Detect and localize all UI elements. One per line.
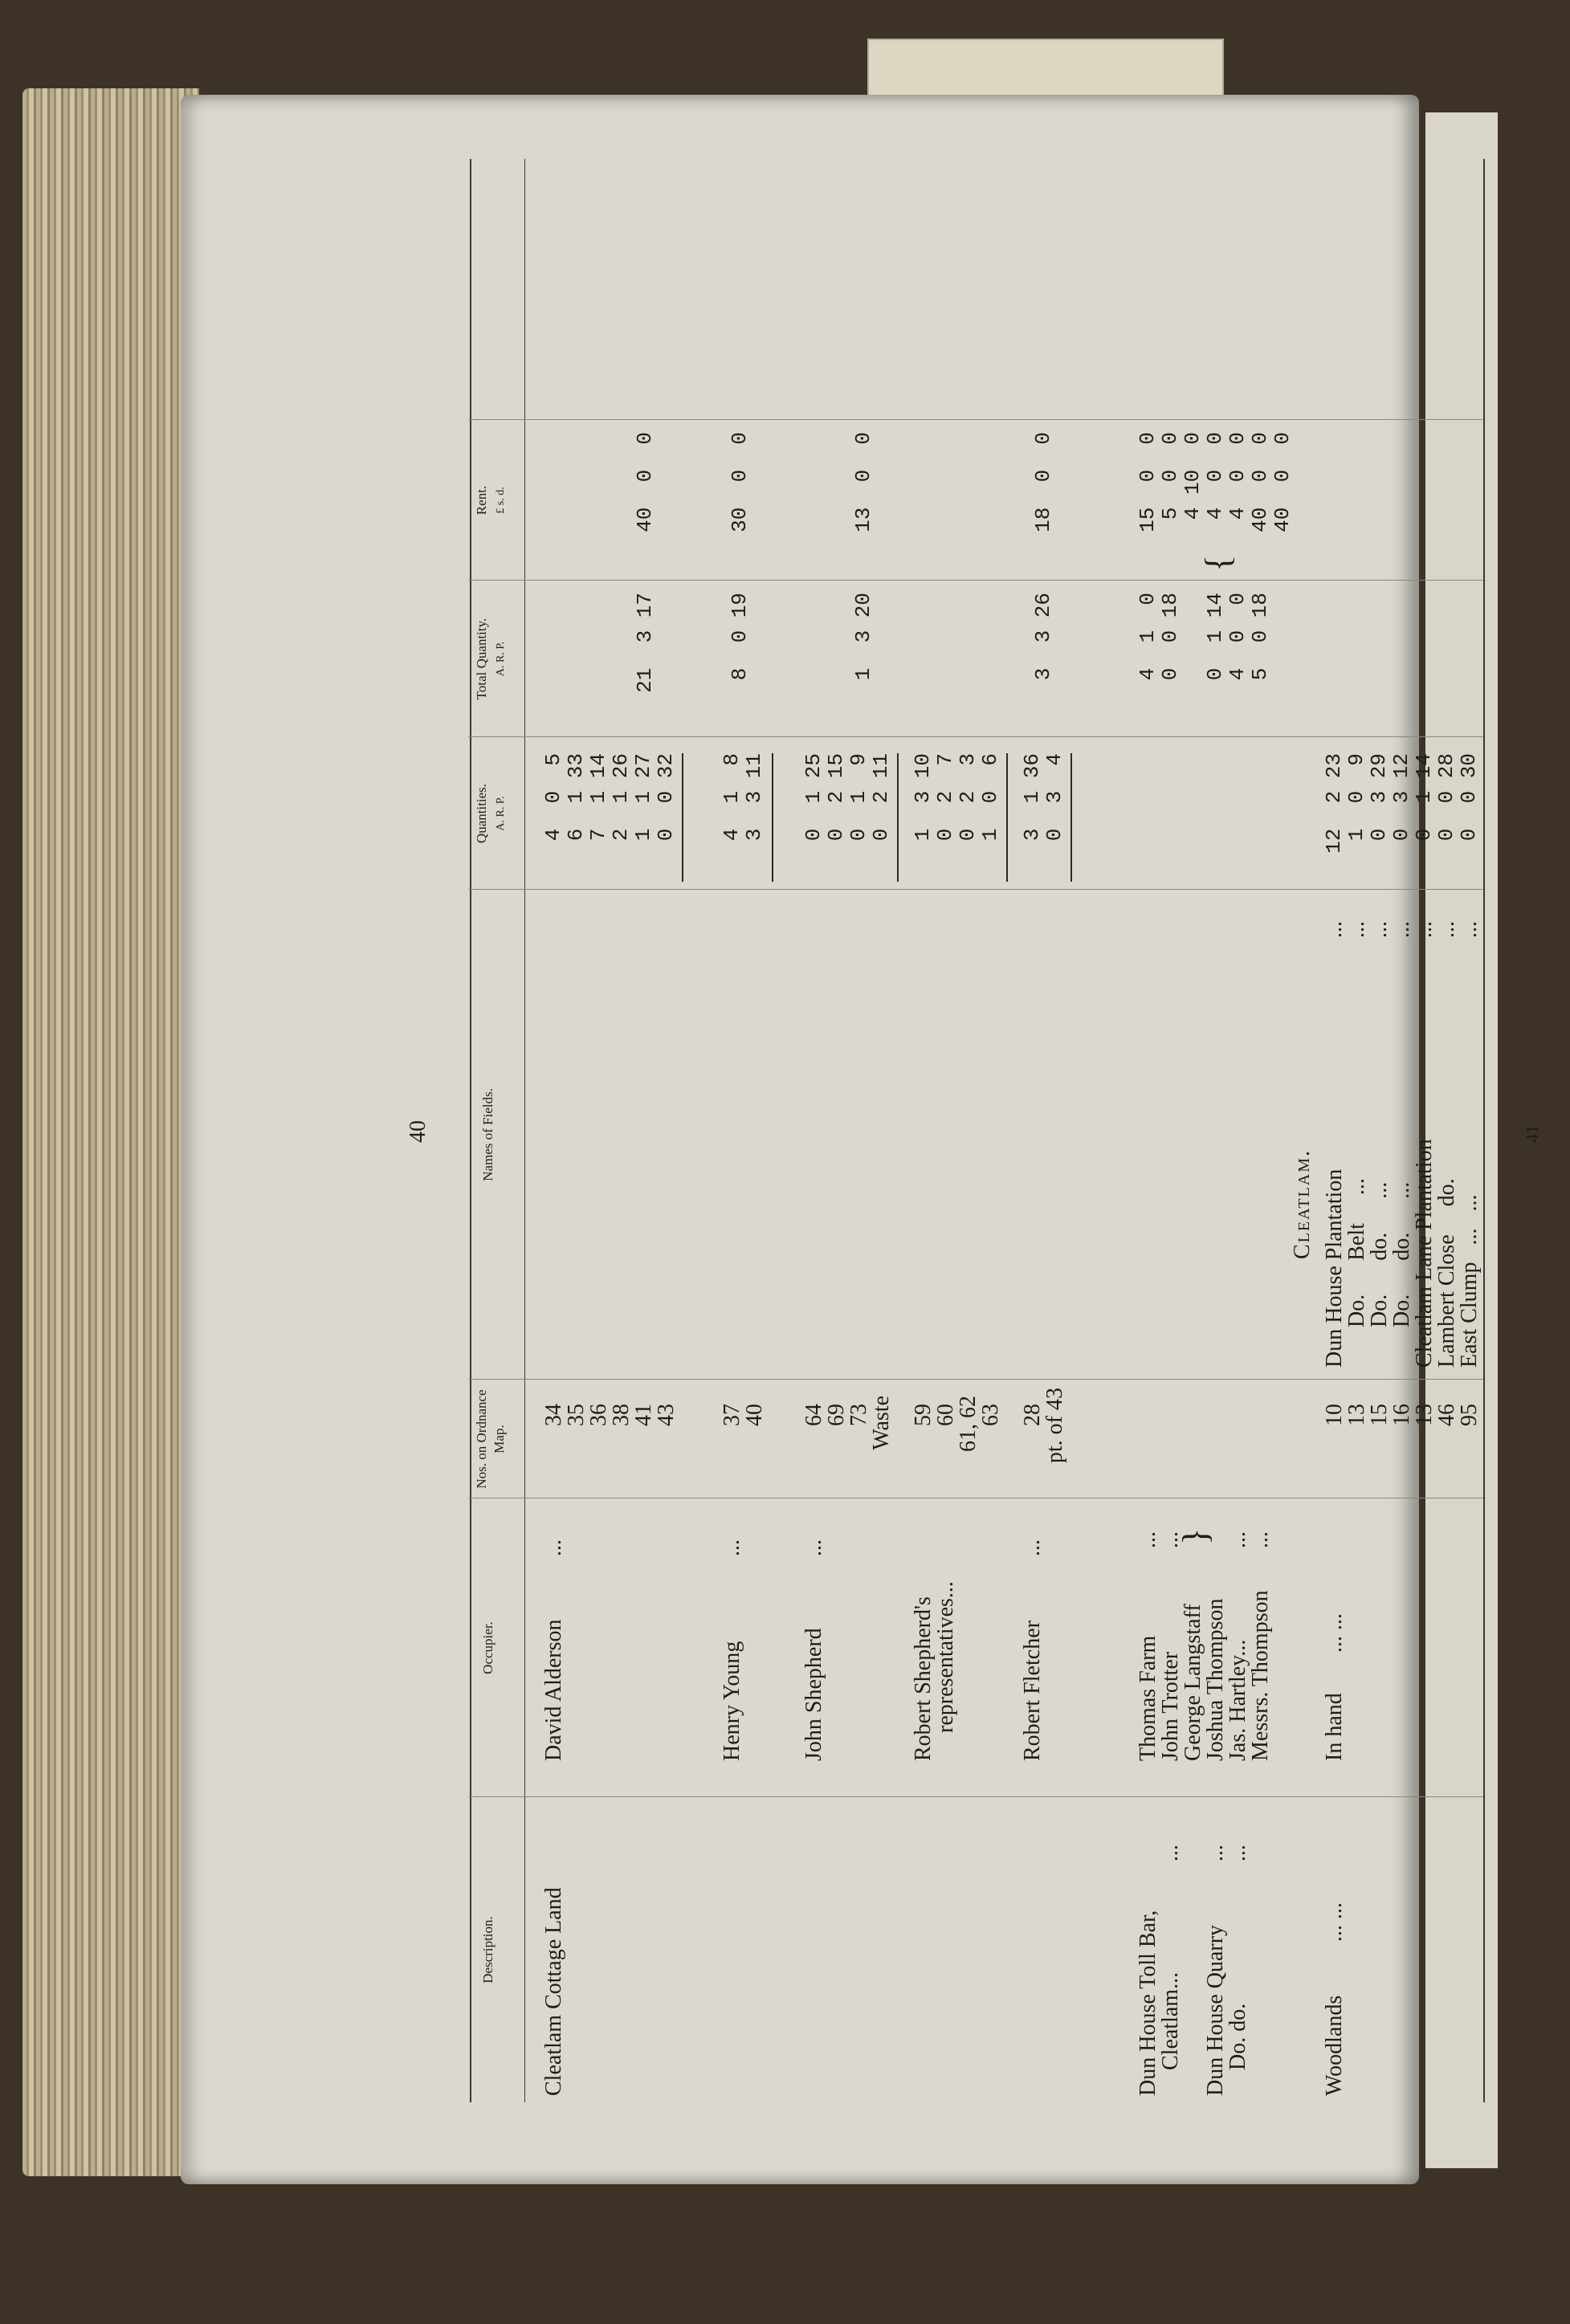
leader-dots: ... bbox=[1389, 921, 1414, 938]
quantity: 3 3 11 bbox=[742, 753, 766, 842]
field-name: Cleatlam Lane Plantation bbox=[1412, 1139, 1437, 1368]
quantity: 0 2 7 bbox=[933, 753, 957, 842]
header-description: Description. bbox=[480, 1916, 495, 1984]
total-quantity: 21 3 17 bbox=[633, 593, 657, 693]
occupier-representatives: representatives... bbox=[933, 1581, 958, 1733]
map-no: 43 bbox=[654, 1404, 679, 1426]
map-no: 15 bbox=[1367, 1404, 1392, 1426]
subtotal-rule bbox=[897, 753, 899, 882]
rent-value: 15 0 0 bbox=[1136, 432, 1160, 532]
rent-value: 40 0 0 bbox=[1270, 432, 1295, 532]
leader-dots: ... bbox=[1225, 1531, 1250, 1548]
map-no: 41 bbox=[631, 1404, 656, 1426]
desc-cleatlam-cottage-land: Cleatlam Cottage Land bbox=[541, 1887, 566, 2096]
leader-dots: ... bbox=[1434, 921, 1459, 938]
column-divider bbox=[468, 889, 1483, 890]
quantity: 0 0 30 bbox=[1457, 753, 1481, 842]
page-number-41: 41 bbox=[1522, 1125, 1542, 1143]
brace: } bbox=[1176, 1527, 1215, 1545]
occupier-messrs-thompson: Messrs. Thompson bbox=[1248, 1590, 1273, 1761]
map-no: 34 bbox=[541, 1404, 566, 1426]
quantity: 3 1 36 bbox=[1020, 753, 1044, 842]
total-quantity: 4 0 0 bbox=[1225, 593, 1250, 681]
quantity: 0 1 14 bbox=[1412, 753, 1436, 842]
occupier-john-trotter: John Trotter bbox=[1158, 1651, 1183, 1761]
quantity: 4 1 8 bbox=[720, 753, 744, 842]
quantity: 7 1 14 bbox=[586, 753, 610, 842]
map-no: 28 bbox=[1020, 1404, 1045, 1426]
subtotal-rule bbox=[1006, 753, 1008, 882]
rent-value: 4 0 0 bbox=[1225, 432, 1250, 520]
map-no: pt. of 43 bbox=[1042, 1388, 1067, 1464]
quantity: 0 3 4 bbox=[1042, 753, 1066, 842]
map-no: 46 bbox=[1434, 1404, 1459, 1426]
leader-dots: ... bbox=[1322, 921, 1347, 938]
page-number-40: 40 bbox=[406, 1120, 430, 1143]
column-divider bbox=[468, 736, 1483, 737]
rent-value: 4 0 0 bbox=[1203, 432, 1227, 520]
occupier-david-alderson: David Alderson bbox=[541, 1619, 566, 1761]
desc-cleatlam: Cleatlam... bbox=[1158, 1971, 1183, 2070]
quantity: 12 2 23 bbox=[1322, 753, 1346, 854]
desc-dun-house-toll-bar: Dun House Toll Bar, bbox=[1136, 1910, 1160, 2096]
leader-dots: ... bbox=[1020, 1539, 1045, 1556]
occupier-joshua-thompson: Joshua Thompson bbox=[1203, 1598, 1228, 1761]
leader-dots: ... bbox=[720, 1539, 744, 1556]
header-rent-units: £ s. d. bbox=[495, 487, 507, 514]
total-quantity: 8 0 19 bbox=[728, 593, 752, 681]
desc-woodlands: Woodlands bbox=[1322, 1995, 1347, 2096]
leader-dots: ... ... bbox=[1322, 1902, 1347, 1942]
quantity: 1 0 9 bbox=[1344, 753, 1368, 842]
quantity: 0 3 29 bbox=[1367, 753, 1391, 842]
occupier-jas-hartley: Jas. Hartley... bbox=[1225, 1639, 1250, 1761]
field-name: Lambert Close do. bbox=[1434, 1178, 1459, 1368]
occupier-robert-fletcher: Robert Fletcher bbox=[1020, 1621, 1045, 1761]
quantity: 2 1 26 bbox=[609, 753, 633, 842]
occupier-john-shepherd: John Shepherd bbox=[801, 1628, 826, 1761]
map-no: 59 bbox=[911, 1404, 936, 1426]
map-no: 37 bbox=[720, 1404, 744, 1426]
leader-dots: ... bbox=[1367, 921, 1392, 938]
leader-dots: ... bbox=[1158, 1531, 1183, 1548]
table-bottom-rule bbox=[1483, 159, 1485, 2102]
leader-dots: ... bbox=[801, 1539, 826, 1556]
column-divider bbox=[468, 1796, 1483, 1797]
total-quantity: 3 3 26 bbox=[1031, 593, 1055, 681]
book-page-edges bbox=[22, 88, 199, 2176]
total-quantity: 0 0 18 bbox=[1158, 593, 1182, 681]
leader-dots: ... bbox=[541, 1539, 566, 1556]
map-no: 36 bbox=[586, 1404, 611, 1426]
map-no: 60 bbox=[933, 1404, 958, 1426]
map-no: 13 bbox=[1412, 1404, 1437, 1426]
rent-value: 18 0 0 bbox=[1031, 432, 1055, 532]
field-name: Do. do. ... bbox=[1367, 1181, 1392, 1327]
occupier-robert-shepherds: Robert Shepherd's bbox=[911, 1596, 936, 1761]
total-quantity: 0 1 14 bbox=[1203, 593, 1227, 681]
leader-dots: ... bbox=[1225, 1845, 1250, 1861]
header-names: Names of Fields. bbox=[480, 1088, 495, 1181]
subtotal-rule bbox=[682, 753, 683, 882]
field-name: Do. Belt ... bbox=[1344, 1178, 1369, 1327]
quantity: 0 1 9 bbox=[846, 753, 871, 842]
desc-dun-house-quarry: Dun House Quarry bbox=[1203, 1924, 1228, 2096]
subtotal-rule bbox=[772, 753, 773, 882]
map-no: 69 bbox=[824, 1404, 849, 1426]
quantity: 1 1 27 bbox=[631, 753, 655, 842]
rent-value: 40 0 0 bbox=[1248, 432, 1272, 532]
quantity: 0 2 15 bbox=[824, 753, 848, 842]
quantity: 0 0 32 bbox=[654, 753, 678, 842]
ledger-page bbox=[181, 95, 1542, 2184]
column-divider bbox=[468, 1379, 1483, 1380]
header-total: Total Quantity. bbox=[474, 618, 489, 700]
column-divider bbox=[468, 580, 1483, 581]
leader-dots: ... bbox=[1248, 1531, 1273, 1548]
occupier-henry-young: Henry Young bbox=[720, 1641, 744, 1761]
header-rent: Rent. bbox=[474, 485, 489, 516]
leader-dots: ... bbox=[1412, 921, 1437, 938]
header-nos: Nos. on Ordnance Map. bbox=[474, 1389, 507, 1489]
map-no: 73 bbox=[846, 1404, 871, 1426]
map-no: 40 bbox=[742, 1404, 767, 1426]
leader-dots: ... bbox=[1457, 921, 1482, 938]
map-no: 35 bbox=[564, 1404, 589, 1426]
rotated-table bbox=[406, 143, 1570, 2118]
rent-value: 40 0 0 bbox=[633, 432, 657, 532]
header-quantities: Quantities. bbox=[474, 783, 489, 844]
section-heading-cleatlam: Cleatlam. bbox=[1290, 1149, 1315, 1259]
map-no: 10 bbox=[1322, 1404, 1347, 1426]
occupier-george-langstaff: George Langstaff bbox=[1181, 1604, 1205, 1761]
field-name: Do. do. ... bbox=[1389, 1181, 1414, 1327]
field-name: Dun House Plantation bbox=[1322, 1168, 1347, 1368]
quantity: 0 1 25 bbox=[801, 753, 826, 842]
header-occupier: Occupier. bbox=[480, 1621, 495, 1674]
field-name: East Clump ... ... bbox=[1457, 1194, 1482, 1368]
quantity: 1 3 10 bbox=[911, 753, 935, 842]
leader-dots: ... ... bbox=[1322, 1613, 1347, 1653]
rent-value: 4 10 0 bbox=[1181, 432, 1205, 520]
quantity: 0 2 11 bbox=[869, 753, 893, 842]
leader-dots: ... bbox=[1158, 1845, 1183, 1861]
occupier-in-hand: In hand bbox=[1322, 1693, 1347, 1761]
quantity: 0 3 12 bbox=[1389, 753, 1413, 842]
quantity: 6 1 33 bbox=[564, 753, 588, 842]
map-no: 61, 62 bbox=[956, 1396, 981, 1452]
map-no: 13 bbox=[1344, 1404, 1369, 1426]
desc-do-do: Do. do. bbox=[1225, 2003, 1250, 2070]
occupier-thomas-farm: Thomas Farm bbox=[1136, 1635, 1160, 1761]
quantity: 1 0 6 bbox=[978, 753, 1002, 842]
rent-value: 5 0 0 bbox=[1158, 432, 1182, 520]
map-no: 64 bbox=[801, 1404, 826, 1426]
total-quantity: 5 0 18 bbox=[1248, 593, 1272, 681]
header-quantities-units: A. R. P. bbox=[495, 796, 507, 831]
total-quantity: 1 3 20 bbox=[851, 593, 875, 681]
leader-dots: ... bbox=[1203, 1845, 1228, 1861]
leader-dots: ... bbox=[1344, 921, 1369, 938]
total-quantity: 4 1 0 bbox=[1136, 593, 1160, 681]
map-no: 16 bbox=[1389, 1404, 1414, 1426]
rent-value: 13 0 0 bbox=[851, 432, 875, 532]
leader-dots: ... bbox=[1136, 1531, 1160, 1548]
rent-value: 30 0 0 bbox=[728, 432, 752, 532]
subtotal-rule bbox=[1070, 753, 1072, 882]
map-no: 63 bbox=[978, 1404, 1003, 1426]
quantity: 0 0 28 bbox=[1434, 753, 1458, 842]
map-no: Waste bbox=[869, 1396, 894, 1450]
brace: { bbox=[1198, 554, 1238, 572]
column-divider bbox=[468, 419, 1483, 420]
header-total-units: A. R. P. bbox=[495, 641, 507, 677]
book-marker-tab bbox=[867, 39, 1224, 98]
quantity: 4 0 5 bbox=[541, 753, 565, 842]
map-no: 95 bbox=[1457, 1404, 1482, 1426]
header-rule bbox=[524, 159, 525, 2102]
table-top-rule bbox=[470, 159, 471, 2102]
quantity: 0 2 3 bbox=[956, 753, 980, 842]
map-no: 38 bbox=[609, 1404, 634, 1426]
